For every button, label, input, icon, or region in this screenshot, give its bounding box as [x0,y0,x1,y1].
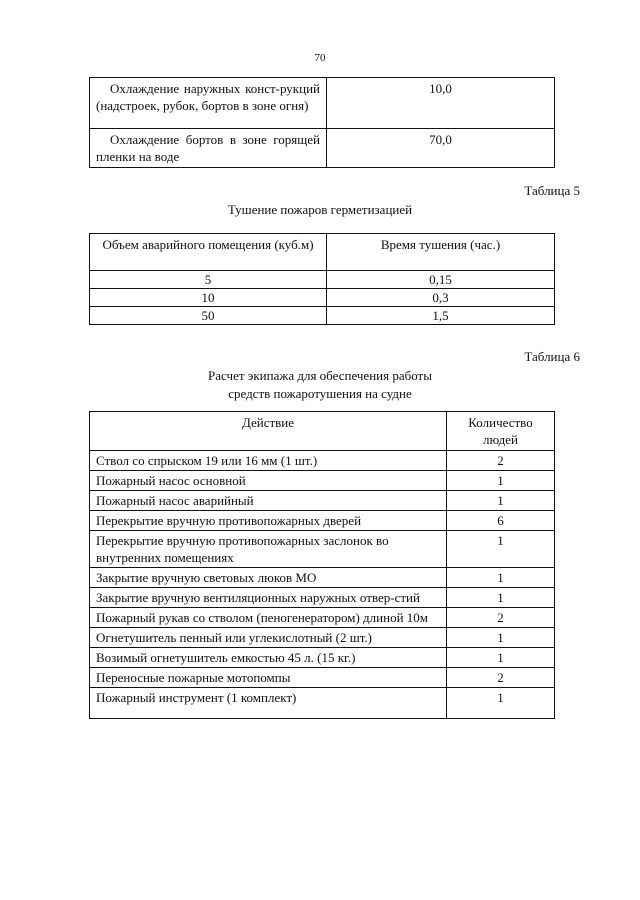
table-cell-value: 10,0 [327,78,555,129]
table-row [90,568,555,588]
table-cell-action: Охлаждение бортов в зоне горящей пленки на воде [90,129,327,168]
table5 [89,233,555,325]
table-cell-count: 1 [447,531,555,568]
table-cell-count: 1 [447,648,555,668]
table-row [90,289,555,307]
table-cell-action: Пожарный насос основной [90,471,447,491]
table-header-time: Время тушения (час.) [327,234,555,271]
table6-title-line1: Расчет экипажа для обеспечения работы [208,368,432,383]
table-cell-count: 1 [447,688,555,719]
table-row [90,628,555,648]
table-cell-value: 70,0 [327,129,555,168]
table-row [90,688,555,719]
table-row [90,668,555,688]
table-cell-action: Ствол со спрыском 19 или 16 мм (1 шт.) [90,451,447,471]
table5-label: Таблица 5 [524,183,580,198]
page-number: 70 [314,52,326,64]
table-cell-action: Перекрытие вручную противопожарных дверей [90,511,447,531]
table-cell-action: Перекрытие вручную противопожарных заслонок во внутренних помещениях [90,531,447,568]
table-row [90,588,555,608]
table-row [90,531,555,568]
table-cell-count: 1 [447,628,555,648]
table-header-action: Действие [90,412,447,451]
table-cell-count: 1 [447,588,555,608]
table-header-row [90,234,555,271]
table-cell-action: Пожарный насос аварийный [90,491,447,511]
table-row [90,471,555,491]
table-cell-action: Переносные пожарные мотопомпы [90,668,447,688]
table6-title-line2: средств пожаротушения на судне [228,386,412,401]
table6 [89,411,555,719]
table-cell-count: 1 [447,471,555,491]
table-cell-count: 2 [447,608,555,628]
table-header-count: Количество людей [447,412,555,451]
table-cell-count: 2 [447,668,555,688]
table-cell: 10 [90,289,327,307]
table-header-row [90,412,555,451]
table-header-volume: Объем аварийного помещения (куб.м) [90,234,327,271]
table-row [90,451,555,471]
table-row [90,608,555,628]
table-row [90,271,555,289]
table-cell-count: 2 [447,451,555,471]
table-cell-action: Закрытие вручную световых люков МО [90,568,447,588]
table-row [90,491,555,511]
continuation-table [89,77,555,168]
table5-title: Тушение пожаров герметизацией [227,202,413,217]
table-cell: 0,3 [327,289,555,307]
table-cell-action: Пожарный рукав со стволом (пеногенератором) длиной 10м [90,608,447,628]
table-cell-action: Возимый огнетушитель емкостью 45 л. (15 кг.) [90,648,447,668]
table-cell-count: 6 [447,511,555,531]
table6-label: Таблица 6 [524,349,580,364]
table-cell-action: Огнетушитель пенный или углекислотный (2 шт.) [90,628,447,648]
table-cell-count: 1 [447,491,555,511]
table-cell: 0,15 [327,271,555,289]
table-cell: 5 [90,271,327,289]
table-cell: 1,5 [327,307,555,325]
table-row [90,511,555,531]
table-cell-action: Закрытие вручную вентиляционных наружных отвер-стий [90,588,447,608]
table-row [90,648,555,668]
table-cell-action: Охлаждение наружных конст-рукций (надстроек, рубок, бортов в зоне огня) [90,78,327,129]
table-row [90,129,555,168]
table-cell-action: Пожарный инструмент (1 комплект) [90,688,447,719]
table-row [90,78,555,129]
table-cell: 50 [90,307,327,325]
table6-title [0,367,640,403]
table-cell-count: 1 [447,568,555,588]
table-row [90,307,555,325]
